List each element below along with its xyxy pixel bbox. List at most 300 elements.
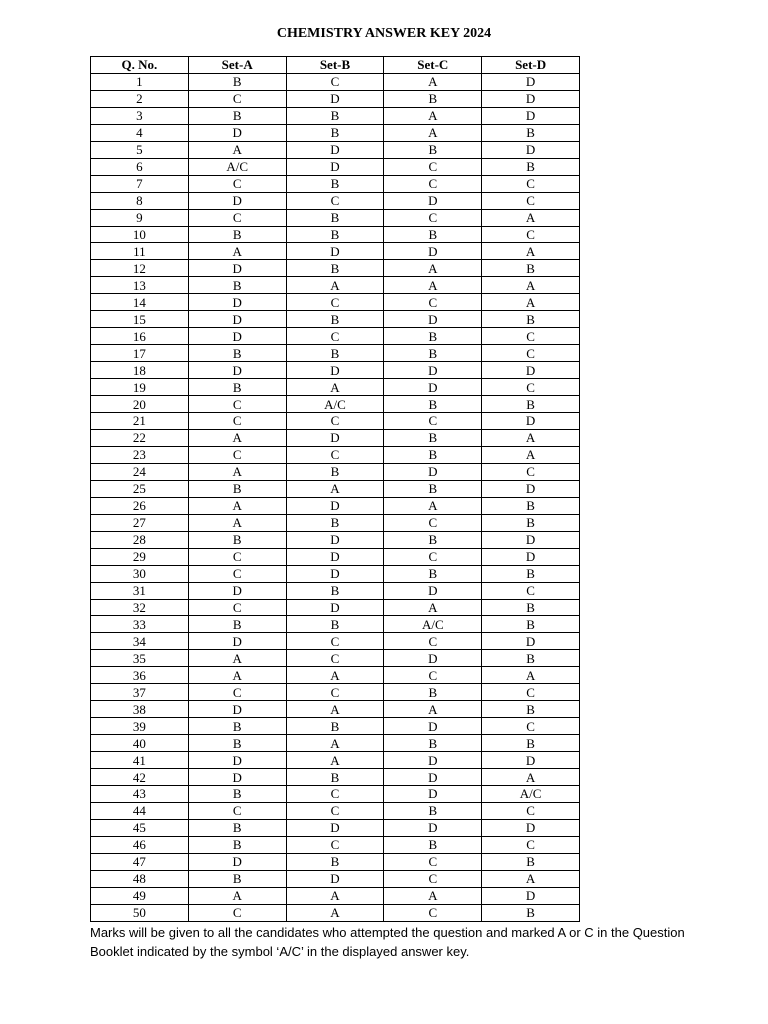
set-d-cell: B xyxy=(482,497,580,514)
table-row xyxy=(91,243,580,260)
set-d-cell: A/C xyxy=(482,785,580,802)
set-a-cell: A xyxy=(188,243,286,260)
set-d-cell: D xyxy=(482,548,580,565)
set-a-cell: C xyxy=(188,446,286,463)
set-c-cell: C xyxy=(384,633,482,650)
q-no-cell: 31 xyxy=(91,582,189,599)
set-b-cell: D xyxy=(286,90,384,107)
set-b-cell: B xyxy=(286,107,384,124)
set-d-cell: C xyxy=(482,328,580,345)
q-no-cell: 9 xyxy=(91,209,189,226)
set-a-cell: C xyxy=(188,599,286,616)
table-row xyxy=(91,446,580,463)
set-c-cell: D xyxy=(384,192,482,209)
q-no-cell: 34 xyxy=(91,633,189,650)
set-c-cell: B xyxy=(384,90,482,107)
table-row xyxy=(91,463,580,480)
q-no-cell: 14 xyxy=(91,294,189,311)
set-d-cell: C xyxy=(482,684,580,701)
set-a-cell: B xyxy=(188,345,286,362)
q-no-cell: 6 xyxy=(91,158,189,175)
set-b-cell: B xyxy=(286,853,384,870)
q-no-cell: 38 xyxy=(91,701,189,718)
q-no-cell: 41 xyxy=(91,752,189,769)
set-b-cell: A xyxy=(286,379,384,396)
set-b-cell: B xyxy=(286,175,384,192)
table-row xyxy=(91,413,580,430)
set-c-cell: D xyxy=(384,463,482,480)
set-d-cell: A xyxy=(482,209,580,226)
set-a-cell: D xyxy=(188,582,286,599)
table-row xyxy=(91,599,580,616)
set-d-cell: A xyxy=(482,870,580,887)
set-b-cell: B xyxy=(286,345,384,362)
q-no-cell: 7 xyxy=(91,175,189,192)
footnote: Marks will be given to all the candidates who attempted the question and marked A or C in the Question Booklet indicated by the symbol ‘A/C’ in the displayed answer key. xyxy=(90,925,685,959)
table-row xyxy=(91,311,580,328)
set-a-cell: B xyxy=(188,836,286,853)
set-d-cell: A xyxy=(482,769,580,786)
q-no-cell: 4 xyxy=(91,124,189,141)
set-c-cell: A xyxy=(384,107,482,124)
set-b-cell: B xyxy=(286,514,384,531)
table-row xyxy=(91,514,580,531)
q-no-cell: 37 xyxy=(91,684,189,701)
table-row xyxy=(91,701,580,718)
set-c-cell: B xyxy=(384,328,482,345)
set-b-cell: D xyxy=(286,497,384,514)
set-a-cell: B xyxy=(188,107,286,124)
q-no-cell: 45 xyxy=(91,819,189,836)
q-no-cell: 23 xyxy=(91,446,189,463)
set-a-cell: B xyxy=(188,718,286,735)
set-c-cell: A xyxy=(384,887,482,904)
set-b-cell: C xyxy=(286,413,384,430)
set-d-cell: A xyxy=(482,446,580,463)
set-d-cell: D xyxy=(482,633,580,650)
q-no-cell: 29 xyxy=(91,548,189,565)
q-no-cell: 18 xyxy=(91,362,189,379)
set-d-cell: B xyxy=(482,124,580,141)
q-no-cell: 11 xyxy=(91,243,189,260)
set-a-cell: D xyxy=(188,192,286,209)
set-a-cell: D xyxy=(188,362,286,379)
table-row xyxy=(91,90,580,107)
set-c-cell: B xyxy=(384,141,482,158)
set-c-cell: C xyxy=(384,294,482,311)
set-d-cell: C xyxy=(482,379,580,396)
set-d-cell: A xyxy=(482,243,580,260)
q-no-cell: 50 xyxy=(91,904,189,921)
set-c-cell: D xyxy=(384,752,482,769)
table-row xyxy=(91,345,580,362)
set-a-cell: B xyxy=(188,735,286,752)
set-b-cell: B xyxy=(286,718,384,735)
set-c-cell: D xyxy=(384,819,482,836)
set-c-cell: B xyxy=(384,565,482,582)
set-b-cell: A xyxy=(286,480,384,497)
set-d-cell: B xyxy=(482,158,580,175)
q-no-cell: 20 xyxy=(91,396,189,413)
page-title: CHEMISTRY ANSWER KEY 2024 xyxy=(276,26,492,41)
set-d-cell: C xyxy=(482,175,580,192)
set-d-cell: B xyxy=(482,260,580,277)
table-row xyxy=(91,565,580,582)
header-qno: Q. No. xyxy=(91,57,189,74)
table-row xyxy=(91,836,580,853)
set-b-cell: C xyxy=(286,684,384,701)
set-a-cell: B xyxy=(188,226,286,243)
table-row xyxy=(91,785,580,802)
q-no-cell: 26 xyxy=(91,497,189,514)
set-b-cell: C xyxy=(286,802,384,819)
set-a-cell: B xyxy=(188,616,286,633)
set-d-cell: B xyxy=(482,616,580,633)
set-b-cell: C xyxy=(286,836,384,853)
set-a-cell: B xyxy=(188,531,286,548)
set-c-cell: C xyxy=(384,904,482,921)
set-c-cell: A xyxy=(384,124,482,141)
table-row xyxy=(91,226,580,243)
q-no-cell: 27 xyxy=(91,514,189,531)
set-a-cell: B xyxy=(188,819,286,836)
q-no-cell: 22 xyxy=(91,429,189,446)
set-b-cell: C xyxy=(286,328,384,345)
set-b-cell: D xyxy=(286,870,384,887)
set-d-cell: B xyxy=(482,565,580,582)
set-c-cell: D xyxy=(384,769,482,786)
q-no-cell: 13 xyxy=(91,277,189,294)
q-no-cell: 46 xyxy=(91,836,189,853)
set-d-cell: C xyxy=(482,463,580,480)
set-d-cell: A xyxy=(482,277,580,294)
set-c-cell: D xyxy=(384,243,482,260)
set-d-cell: B xyxy=(482,701,580,718)
q-no-cell: 8 xyxy=(91,192,189,209)
set-b-cell: B xyxy=(286,311,384,328)
q-no-cell: 16 xyxy=(91,328,189,345)
set-d-cell: C xyxy=(482,582,580,599)
set-c-cell: A xyxy=(384,73,482,90)
set-c-cell: A xyxy=(384,260,482,277)
set-b-cell: C xyxy=(286,785,384,802)
set-a-cell: A xyxy=(188,429,286,446)
table-row xyxy=(91,277,580,294)
set-d-cell: C xyxy=(482,836,580,853)
set-d-cell: D xyxy=(482,752,580,769)
set-c-cell: A xyxy=(384,599,482,616)
set-d-cell: B xyxy=(482,396,580,413)
set-b-cell: C xyxy=(286,294,384,311)
table-row xyxy=(91,328,580,345)
set-a-cell: B xyxy=(188,785,286,802)
table-row xyxy=(91,853,580,870)
set-b-cell: C xyxy=(286,446,384,463)
table-row xyxy=(91,209,580,226)
set-a-cell: D xyxy=(188,633,286,650)
table-row xyxy=(91,175,580,192)
set-c-cell: A/C xyxy=(384,616,482,633)
set-b-cell: C xyxy=(286,633,384,650)
table-row xyxy=(91,379,580,396)
set-c-cell: B xyxy=(384,531,482,548)
q-no-cell: 1 xyxy=(91,73,189,90)
set-c-cell: D xyxy=(384,718,482,735)
set-a-cell: A xyxy=(188,463,286,480)
table-row xyxy=(91,616,580,633)
q-no-cell: 47 xyxy=(91,853,189,870)
table-row xyxy=(91,158,580,175)
set-b-cell: A xyxy=(286,701,384,718)
q-no-cell: 15 xyxy=(91,311,189,328)
set-c-cell: C xyxy=(384,514,482,531)
set-c-cell: B xyxy=(384,802,482,819)
set-b-cell: A/C xyxy=(286,396,384,413)
set-c-cell: C xyxy=(384,667,482,684)
q-no-cell: 35 xyxy=(91,650,189,667)
q-no-cell: 33 xyxy=(91,616,189,633)
set-c-cell: B xyxy=(384,429,482,446)
answer-key-body xyxy=(91,73,580,921)
set-b-cell: C xyxy=(286,73,384,90)
set-d-cell: D xyxy=(482,141,580,158)
q-no-cell: 48 xyxy=(91,870,189,887)
set-d-cell: D xyxy=(482,73,580,90)
set-b-cell: B xyxy=(286,226,384,243)
set-b-cell: D xyxy=(286,362,384,379)
set-d-cell: C xyxy=(482,802,580,819)
set-b-cell: D xyxy=(286,158,384,175)
q-no-cell: 44 xyxy=(91,802,189,819)
table-row xyxy=(91,819,580,836)
q-no-cell: 32 xyxy=(91,599,189,616)
header-set-a: Set-A xyxy=(188,57,286,74)
set-c-cell: A xyxy=(384,277,482,294)
set-d-cell: A xyxy=(482,429,580,446)
set-d-cell: B xyxy=(482,735,580,752)
set-b-cell: B xyxy=(286,260,384,277)
set-a-cell: A xyxy=(188,887,286,904)
set-a-cell: A xyxy=(188,514,286,531)
q-no-cell: 39 xyxy=(91,718,189,735)
table-row xyxy=(91,548,580,565)
table-row xyxy=(91,887,580,904)
set-d-cell: B xyxy=(482,514,580,531)
set-a-cell: C xyxy=(188,802,286,819)
set-a-cell: A xyxy=(188,667,286,684)
set-b-cell: D xyxy=(286,819,384,836)
set-c-cell: B xyxy=(384,446,482,463)
table-row xyxy=(91,735,580,752)
table-row xyxy=(91,904,580,921)
q-no-cell: 17 xyxy=(91,345,189,362)
table-row xyxy=(91,582,580,599)
set-d-cell: C xyxy=(482,226,580,243)
set-c-cell: D xyxy=(384,311,482,328)
table-header-row xyxy=(91,57,580,74)
set-a-cell: D xyxy=(188,328,286,345)
set-c-cell: C xyxy=(384,209,482,226)
table-row xyxy=(91,531,580,548)
q-no-cell: 36 xyxy=(91,667,189,684)
set-b-cell: C xyxy=(286,650,384,667)
set-a-cell: C xyxy=(188,396,286,413)
set-b-cell: D xyxy=(286,565,384,582)
table-row xyxy=(91,192,580,209)
set-b-cell: B xyxy=(286,616,384,633)
header-set-c: Set-C xyxy=(384,57,482,74)
table-row xyxy=(91,684,580,701)
set-a-cell: D xyxy=(188,311,286,328)
set-c-cell: C xyxy=(384,413,482,430)
set-c-cell: D xyxy=(384,362,482,379)
table-row xyxy=(91,650,580,667)
set-a-cell: C xyxy=(188,565,286,582)
set-a-cell: D xyxy=(188,124,286,141)
table-row xyxy=(91,718,580,735)
set-a-cell: C xyxy=(188,684,286,701)
table-row xyxy=(91,429,580,446)
table-row xyxy=(91,497,580,514)
set-c-cell: D xyxy=(384,785,482,802)
set-a-cell: B xyxy=(188,480,286,497)
set-b-cell: B xyxy=(286,209,384,226)
set-a-cell: B xyxy=(188,870,286,887)
set-d-cell: D xyxy=(482,819,580,836)
q-no-cell: 42 xyxy=(91,769,189,786)
set-b-cell: D xyxy=(286,548,384,565)
set-c-cell: B xyxy=(384,735,482,752)
set-c-cell: A xyxy=(384,497,482,514)
q-no-cell: 2 xyxy=(91,90,189,107)
q-no-cell: 19 xyxy=(91,379,189,396)
set-d-cell: B xyxy=(482,311,580,328)
set-a-cell: B xyxy=(188,73,286,90)
q-no-cell: 40 xyxy=(91,735,189,752)
set-b-cell: D xyxy=(286,531,384,548)
set-a-cell: B xyxy=(188,277,286,294)
set-c-cell: C xyxy=(384,870,482,887)
set-c-cell: B xyxy=(384,684,482,701)
table-row xyxy=(91,769,580,786)
set-b-cell: B xyxy=(286,463,384,480)
set-d-cell: D xyxy=(482,362,580,379)
set-d-cell: C xyxy=(482,345,580,362)
set-c-cell: B xyxy=(384,396,482,413)
table-row xyxy=(91,260,580,277)
table-row xyxy=(91,124,580,141)
table-row xyxy=(91,73,580,90)
set-d-cell: D xyxy=(482,887,580,904)
q-no-cell: 49 xyxy=(91,887,189,904)
set-a-cell: D xyxy=(188,260,286,277)
set-b-cell: A xyxy=(286,887,384,904)
table-row xyxy=(91,294,580,311)
set-d-cell: B xyxy=(482,599,580,616)
q-no-cell: 28 xyxy=(91,531,189,548)
set-d-cell: D xyxy=(482,531,580,548)
set-a-cell: D xyxy=(188,853,286,870)
set-d-cell: D xyxy=(482,90,580,107)
set-d-cell: A xyxy=(482,294,580,311)
table-row xyxy=(91,870,580,887)
q-no-cell: 21 xyxy=(91,413,189,430)
set-d-cell: C xyxy=(482,192,580,209)
set-b-cell: C xyxy=(286,192,384,209)
set-c-cell: B xyxy=(384,480,482,497)
set-c-cell: C xyxy=(384,853,482,870)
set-b-cell: B xyxy=(286,582,384,599)
set-b-cell: B xyxy=(286,769,384,786)
set-a-cell: A/C xyxy=(188,158,286,175)
set-a-cell: C xyxy=(188,413,286,430)
set-a-cell: D xyxy=(188,752,286,769)
set-b-cell: A xyxy=(286,752,384,769)
q-no-cell: 10 xyxy=(91,226,189,243)
header-set-b: Set-B xyxy=(286,57,384,74)
set-a-cell: D xyxy=(188,294,286,311)
set-c-cell: C xyxy=(384,175,482,192)
set-c-cell: D xyxy=(384,650,482,667)
table-row xyxy=(91,633,580,650)
set-c-cell: D xyxy=(384,379,482,396)
set-c-cell: B xyxy=(384,836,482,853)
set-d-cell: D xyxy=(482,413,580,430)
header-set-d: Set-D xyxy=(482,57,580,74)
table-row xyxy=(91,362,580,379)
q-no-cell: 25 xyxy=(91,480,189,497)
table-row xyxy=(91,107,580,124)
q-no-cell: 30 xyxy=(91,565,189,582)
set-b-cell: A xyxy=(286,904,384,921)
table-row xyxy=(91,667,580,684)
set-a-cell: D xyxy=(188,769,286,786)
set-a-cell: C xyxy=(188,209,286,226)
set-a-cell: C xyxy=(188,175,286,192)
set-a-cell: A xyxy=(188,650,286,667)
set-d-cell: C xyxy=(482,718,580,735)
set-c-cell: D xyxy=(384,582,482,599)
set-a-cell: A xyxy=(188,141,286,158)
set-b-cell: D xyxy=(286,243,384,260)
table-row xyxy=(91,752,580,769)
set-c-cell: C xyxy=(384,548,482,565)
answer-key-table xyxy=(90,56,580,922)
set-b-cell: A xyxy=(286,277,384,294)
set-b-cell: D xyxy=(286,599,384,616)
set-c-cell: B xyxy=(384,226,482,243)
table-row xyxy=(91,802,580,819)
q-no-cell: 5 xyxy=(91,141,189,158)
table-row xyxy=(91,480,580,497)
set-d-cell: B xyxy=(482,853,580,870)
set-a-cell: C xyxy=(188,90,286,107)
set-d-cell: D xyxy=(482,480,580,497)
table-row xyxy=(91,396,580,413)
set-b-cell: A xyxy=(286,667,384,684)
set-c-cell: A xyxy=(384,701,482,718)
table-row xyxy=(91,141,580,158)
set-d-cell: D xyxy=(482,107,580,124)
set-b-cell: D xyxy=(286,429,384,446)
set-a-cell: C xyxy=(188,904,286,921)
set-a-cell: D xyxy=(188,701,286,718)
set-d-cell: B xyxy=(482,650,580,667)
set-b-cell: A xyxy=(286,735,384,752)
set-b-cell: B xyxy=(286,124,384,141)
set-a-cell: B xyxy=(188,379,286,396)
set-a-cell: A xyxy=(188,497,286,514)
